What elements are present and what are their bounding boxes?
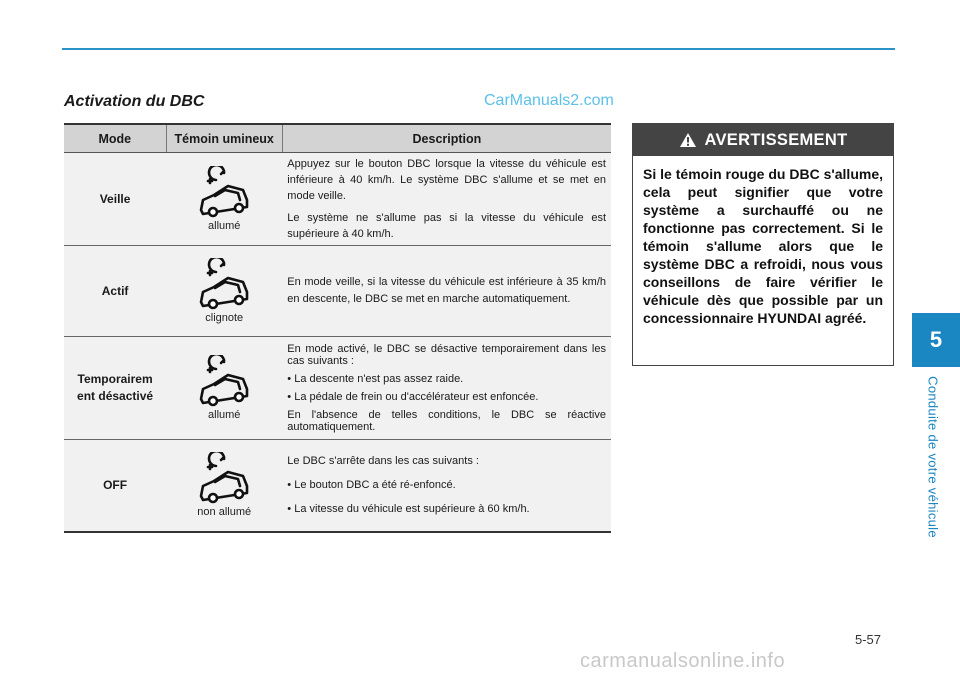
chapter-title: Conduite de votre véhicule xyxy=(925,376,941,538)
warning-header xyxy=(633,124,893,156)
description-paragraph: Le DBC s'arrête dans les cas suivants : xyxy=(287,455,479,468)
table-row xyxy=(64,153,611,246)
top-divider xyxy=(62,48,895,50)
indicator-cell xyxy=(166,440,282,532)
mode-line: ent désactivé xyxy=(77,389,154,403)
chapter-title-vertical xyxy=(918,367,948,547)
header-indicator: Témoin umineux xyxy=(166,124,282,153)
indicator-cell xyxy=(166,337,282,440)
header-mode: Mode xyxy=(64,124,166,153)
warning-title: AVERTISSEMENT xyxy=(704,130,848,149)
dbc-indicator-icon xyxy=(195,166,253,218)
chapter-tab: 5 xyxy=(912,313,960,367)
description-paragraph: • La vitesse du véhicule est supérieure à 60 km/h. xyxy=(287,503,530,516)
description-paragraph: Appuyez sur le bouton DBC lorsque la vitesse du véhicule est inférieure à 40 km/h. Le système DBC s'allume et se met en mode veille. xyxy=(287,158,606,202)
description-paragraph: Le système ne s'allume pas si la vitesse du véhicule est supérieure à 40 km/h. xyxy=(287,212,606,240)
description-cell xyxy=(282,337,611,440)
description-paragraph: En mode veille, si la vitesse du véhicule est inférieure à 35 km/h en descente, le DBC se met en marche automatiquement. xyxy=(287,276,606,305)
header-description: Description xyxy=(282,124,611,153)
watermark-top: CarManuals2.com xyxy=(484,92,614,109)
table-header-row xyxy=(64,124,611,153)
description-paragraph: En mode activé, le DBC se désactive temporairement dans les cas suivants : xyxy=(287,343,606,367)
warning-triangle-icon xyxy=(679,132,697,148)
dbc-mode-table xyxy=(64,123,611,533)
mode-line: Temporairem xyxy=(77,372,153,386)
section-title: Activation du DBC xyxy=(64,93,205,110)
warning-text: Si le témoin rouge du DBC s'allume, cela peut signifier que votre système a surchauffé ou ne fonctionne pas correctement. Si le témoin s'allume alors que le système DBC a refroidi, nous vous conseillons de faire vérifier le véhicule dès que possible par un concessionnaire HYUNDAI agréé. xyxy=(643,166,883,326)
mode-cell: OFF xyxy=(64,440,166,532)
indicator-label: allumé xyxy=(208,409,241,421)
description-cell xyxy=(282,440,611,532)
indicator-label: non allumé xyxy=(197,506,252,519)
table-row xyxy=(64,337,611,440)
dbc-indicator-icon xyxy=(195,452,253,504)
mode-cell: Veille xyxy=(64,153,166,246)
description-paragraph: • La pédale de frein ou d'accélérateur est enfoncée. xyxy=(287,391,539,403)
description-paragraph: • Le bouton DBC a été ré-enfoncé. xyxy=(287,479,456,492)
indicator-label: allumé xyxy=(208,220,241,232)
watermark-bottom: carmanualsonline.info xyxy=(580,650,786,672)
indicator-cell xyxy=(166,153,282,246)
indicator-cell xyxy=(166,246,282,337)
description-cell xyxy=(282,246,611,337)
description-paragraph: • La descente n'est pas assez raide. xyxy=(287,373,464,385)
description-cell xyxy=(282,153,611,246)
warning-box xyxy=(632,123,894,366)
mode-cell xyxy=(64,337,166,440)
description-paragraph: En l'absence de telles conditions, le DBC se réactive automatiquement. xyxy=(287,409,606,433)
table-row xyxy=(64,246,611,337)
indicator-label: clignote xyxy=(205,312,244,324)
mode-cell: Actif xyxy=(64,246,166,337)
dbc-indicator-icon xyxy=(195,355,253,407)
table-row xyxy=(64,440,611,532)
page-number: 5-57 xyxy=(855,632,882,647)
dbc-indicator-icon xyxy=(195,258,253,310)
